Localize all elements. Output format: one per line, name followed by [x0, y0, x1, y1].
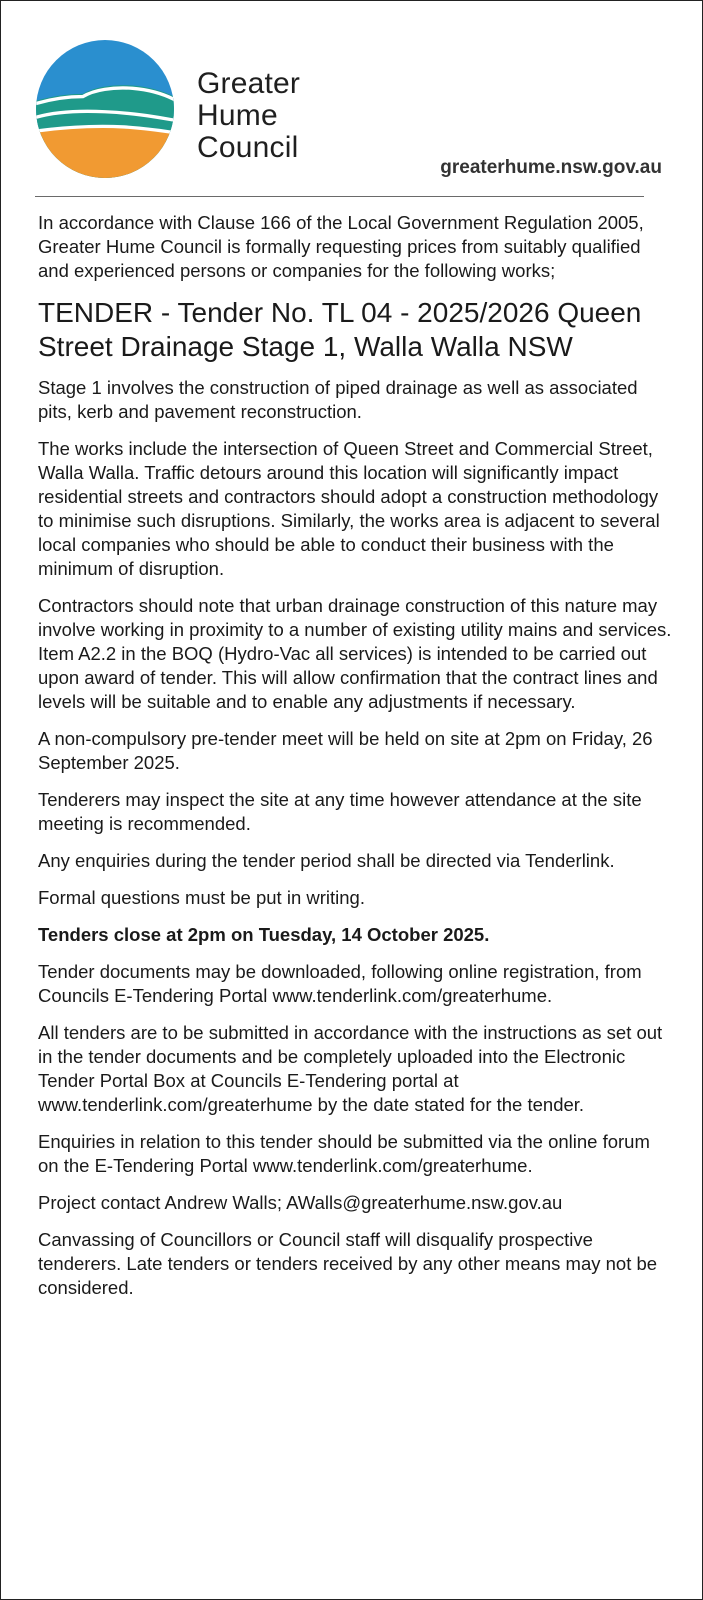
paragraph-inspection: Tenderers may inspect the site at any time however attendance at the site meeting is recommended.	[38, 789, 642, 834]
notice-body	[38, 211, 674, 1313]
paragraph-scope: Stage 1 involves the construction of piped drainage as well as associated pits, kerb and pavement reconstruction.	[38, 377, 638, 422]
wordmark-line-2: Hume	[197, 99, 278, 132]
council-logo-icon	[36, 40, 174, 178]
paragraph-enquiries: Any enquiries during the tender period shall be directed via Tenderlink.	[38, 850, 615, 871]
header-divider	[35, 196, 644, 197]
paragraph-services: Contractors should note that urban drainage construction of this nature may involve working in proximity to a number of existing utility mains and services. Item A2.2 in the BOQ (Hydro-Vac all services) is intended to be carried out upon award of tender. This will allow confirmation that the contract lines and levels will be suitable and to enable any adjustments if necessary.	[38, 595, 672, 712]
website-link[interactable]: greaterhume.nsw.gov.au	[440, 157, 662, 178]
wordmark-line-3: Council	[197, 131, 299, 164]
closing-date: Tenders close at 2pm on Tuesday, 14 October 2025.	[38, 924, 490, 945]
paragraph-forum: Enquiries in relation to this tender should be submitted via the online forum on the E-Tendering Portal www.tenderlink.com/greaterhume.	[38, 1131, 650, 1176]
paragraph-formal-questions: Formal questions must be put in writing.	[38, 887, 365, 908]
paragraph-download: Tender documents may be downloaded, following online registration, from Councils E-Tendering Portal www.tenderlink.com/greaterhume.	[38, 961, 642, 1006]
paragraph-site-meeting: A non-compulsory pre-tender meet will be held on site at 2pm on Friday, 26 September 2025.	[38, 728, 653, 773]
paragraph-submission: All tenders are to be submitted in accordance with the instructions as set out in the tender documents and be completely uploaded into the Electronic Tender Portal Box at Councils E-Tendering portal at www.tenderlink.com/greaterhume by the date stated for the tender.	[38, 1022, 663, 1115]
wordmark-line-1: Greater	[197, 67, 301, 100]
intro-paragraph: In accordance with Clause 166 of the Local Government Regulation 2005, Greater Hume Council is formally requesting prices from suitably qualified and experienced persons or companies for the following works;	[38, 212, 644, 281]
paragraph-canvassing: Canvassing of Councillors or Council staff will disqualify prospective tenderers. Late tenders or tenders received by any other means may not be considered.	[38, 1229, 658, 1298]
council-wordmark	[197, 68, 300, 164]
paragraph-works: The works include the intersection of Queen Street and Commercial Street, Walla Walla. Traffic detours around this location will significantly impact residential streets and contractors should adopt a construction methodology to minimise such disruptions. Similarly, the works area is adjacent to several local companies who should be able to conduct their business with the minimum of disruption.	[38, 438, 660, 579]
header	[1, 1, 702, 197]
tender-title: TENDER - Tender No. TL 04 - 2025/2026 Queen Street Drainage Stage 1, Walla Walla NSW	[38, 297, 642, 362]
project-contact: Project contact Andrew Walls; AWalls@greaterhume.nsw.gov.au	[38, 1192, 563, 1213]
